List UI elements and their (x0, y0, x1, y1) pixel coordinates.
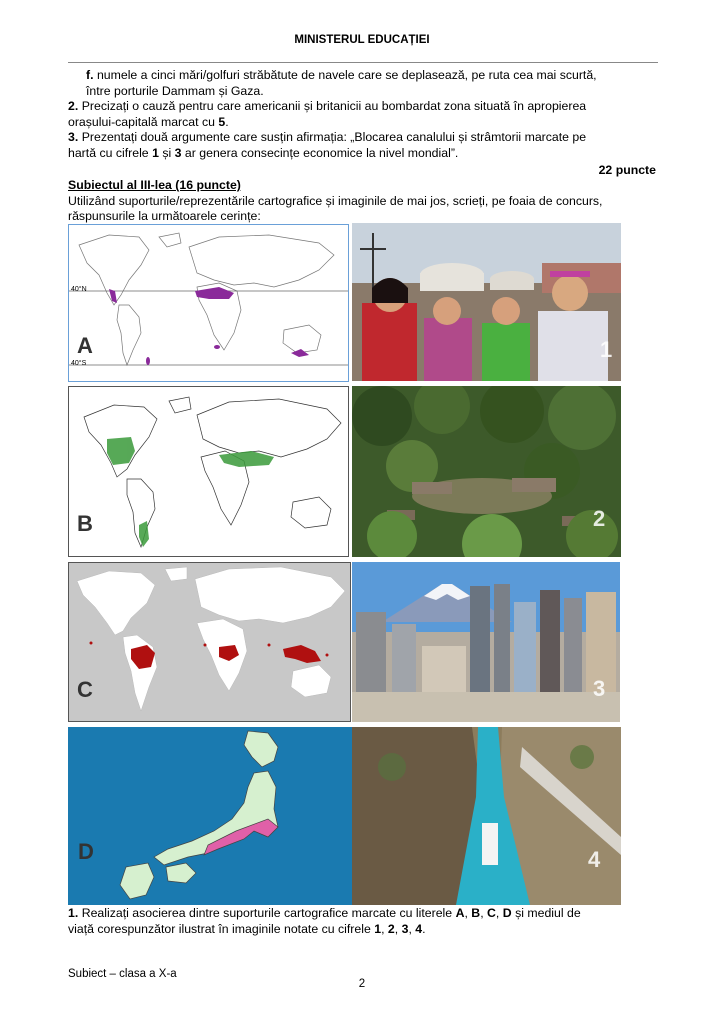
photo-3-label: 3 (593, 676, 606, 701)
q1-letter-c: C (487, 906, 496, 920)
q1-text-2: și mediul de (515, 906, 581, 920)
map-d (68, 727, 352, 905)
photo-2-graphic (352, 386, 621, 557)
item-f (68, 68, 676, 99)
q1-letter-b: B (471, 906, 481, 920)
photo-3 (352, 562, 620, 722)
footer-subject: Subiect – clasa a X-a (68, 968, 177, 980)
instructions-2: răspunsurile la următoarele cerințe: (68, 209, 261, 223)
map-a-label: A (77, 333, 93, 358)
lat-40n-label: 40°N (71, 286, 87, 293)
q1-number: 1. (68, 906, 79, 920)
page-header: MINISTERUL EDUCAȚIEI (294, 34, 430, 46)
q3-mark-1: 1 (152, 145, 159, 160)
map-c (68, 562, 351, 722)
photo-4-graphic (352, 727, 621, 905)
map-d-graphic (68, 727, 352, 905)
q1-text-3: viață corespunzător ilustrat în imaginile notate cu cifrele (68, 921, 371, 936)
item-f-text-2: între porturile Dammam și Gaza. (86, 83, 264, 98)
map-a (68, 224, 349, 382)
map-b-label: B (77, 511, 93, 536)
q1-letter-d: D (502, 906, 512, 920)
item-f-text-1: numele a cinci mări/golfuri străbătute de navele care se deplasează, pe ruta cea mai scurtă, (96, 68, 597, 82)
q1-num-3: 3 (401, 921, 409, 936)
photo-1 (352, 223, 621, 381)
map-d-label: D (78, 839, 94, 864)
q1-num-4: 4 (415, 921, 423, 936)
q1-letter-a: A (455, 906, 465, 920)
photo-4-label: 4 (588, 847, 601, 872)
section-intro (68, 178, 658, 225)
q2-end: . (225, 114, 229, 129)
question-1: 1. Realizați asocierea dintre suporturile cartografice marcate cu literele A, B, C, D și mediul de viață corespunzător ilustrat în imaginile notate cu cifrele 1, 2, 3, 4. (68, 906, 581, 936)
lat-40s-label: 40°S (71, 360, 87, 367)
photo-1-graphic (352, 223, 621, 381)
q3-mark-2: 3 (174, 145, 182, 160)
map-c-label: C (77, 677, 93, 702)
photo-2 (352, 386, 621, 557)
map-b-graphic (69, 387, 348, 556)
page-number: 2 (358, 978, 366, 990)
photo-1-label: 1 (600, 337, 613, 362)
photo-2-label: 2 (593, 506, 606, 531)
japan-landmass (120, 731, 278, 899)
instructions-1: Utilizând suporturile/reprezentările cartografice și imaginile de mai jos, scrieți, pe foaia de concurs, (68, 193, 603, 208)
q2-text-2: orașului-capitală marcat cu (68, 114, 215, 129)
q3-text-2a: hartă cu cifrele (68, 145, 149, 160)
q3-text-1: Prezentați două argumente care susțin afirmația: „Blocarea canalului și strâmtorii marcate pe (81, 130, 587, 144)
q1-end: . (422, 921, 426, 936)
item-f-letter: f. (86, 68, 94, 82)
q3-number: 3. (68, 130, 79, 144)
q3-text-2b: ar genera consecințe economice la nivel mondial”. (184, 145, 459, 160)
q1-text-1: Realizați asocierea dintre suporturile cartografice marcate cu literele (81, 906, 453, 920)
section-title: Subiectul al III-lea (16 puncte) (68, 178, 241, 192)
map-b (68, 386, 349, 557)
map-c-graphic (69, 563, 350, 721)
header-rule (68, 62, 658, 63)
photo-3-graphic (352, 562, 620, 722)
photo-4 (352, 727, 621, 905)
points: 22 puncte (598, 163, 656, 177)
q2-mark: 5 (218, 114, 226, 129)
q2-number: 2. (68, 99, 79, 113)
map-a-graphic (69, 225, 348, 381)
q3-and: și (162, 145, 172, 160)
q1-num-1: 1 (374, 921, 382, 936)
question-2 (68, 99, 658, 130)
q1-num-2: 2 (387, 921, 395, 936)
q2-text-1: Precizați o cauză pentru care americanii și britanicii au bombardat zona situată în apropierea (81, 99, 587, 113)
question-3 (68, 130, 658, 161)
